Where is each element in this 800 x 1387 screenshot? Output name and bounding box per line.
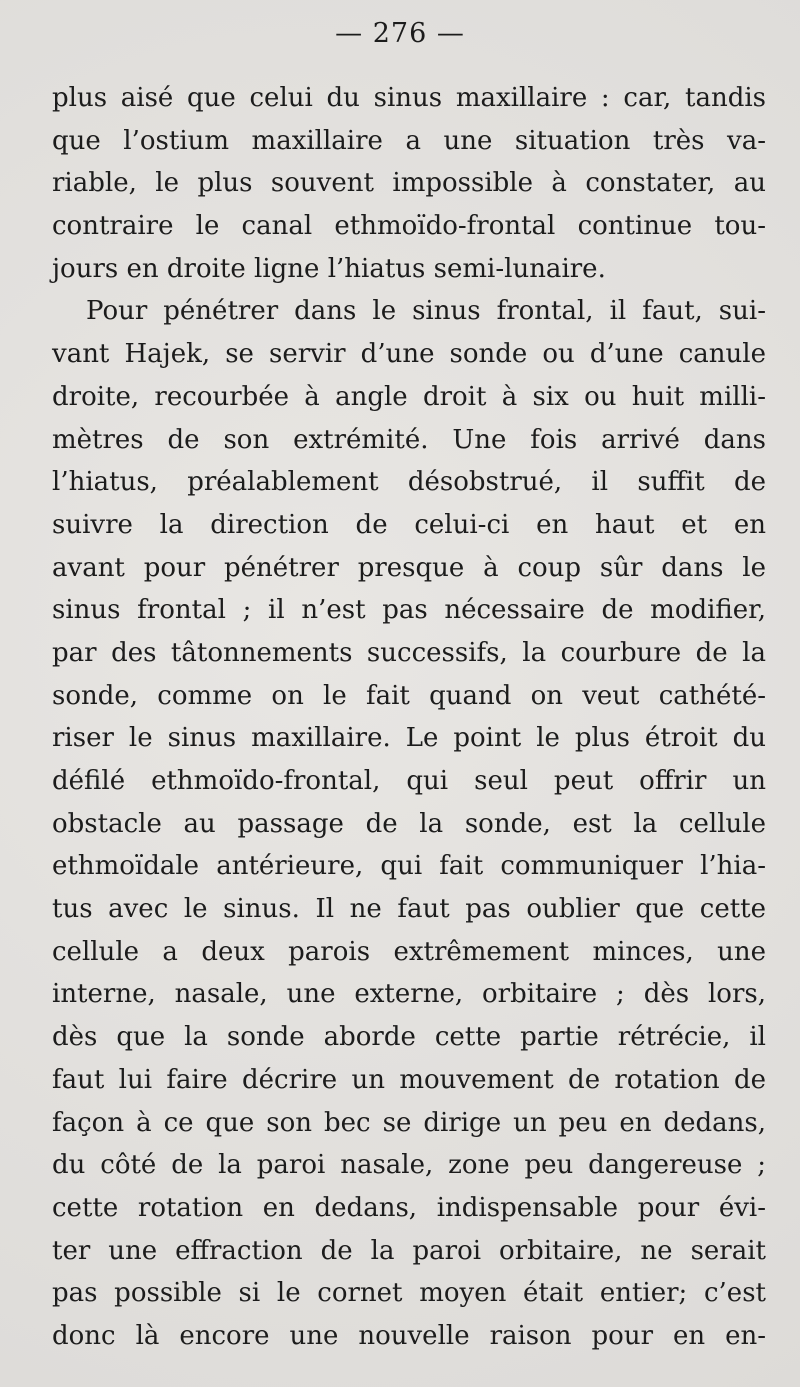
text-line: Pour pénétrer dans le sinus frontal, il faut, sui-: [86, 296, 766, 327]
text-line: façon à ce que son bec se dirige un peu en dedans,: [52, 1107, 766, 1138]
text-line: obstacle au passage de la sonde, est la cellule: [52, 808, 766, 839]
text-line: cellule a deux parois extrêmement minces, une: [52, 936, 766, 967]
body-text: [52, 77, 766, 1358]
text-line: plus aisé que celui du sinus maxillaire : car, tandis: [52, 83, 766, 113]
text-line: avant pour pénétrer presque à coup sûr dans le: [52, 552, 766, 583]
text-line: pas possible si le cornet moyen était entier; c’est: [52, 1278, 766, 1309]
text-line: riable, le plus souvent impossible à constater, au: [52, 168, 766, 199]
text-line: par des tâtonnements successifs, la courbure de la: [52, 637, 766, 668]
text-line: ethmoïdale antérieure, qui fait communiquer l’hia-: [52, 851, 766, 882]
text-line: défilé ethmoïdo-frontal, qui seul peut offrir un: [52, 766, 766, 796]
text-line: cette rotation en dedans, indispensable pour évi-: [52, 1192, 766, 1223]
text-line: vant Hajek, se servir d’une sonde ou d’une canule: [52, 339, 766, 370]
text-line: l’hiatus, préalablement désobstrué, il suffit de: [52, 467, 766, 498]
text-line: sinus frontal ; il n’est pas nécessaire de modifier,: [52, 595, 766, 626]
text-line: que l’ostium maxillaire a une situation très va-: [52, 125, 766, 156]
text-line: donc là encore une nouvelle raison pour en en-: [52, 1320, 766, 1351]
text-line: droite, recourbée à angle droit à six ou huit milli-: [52, 381, 766, 412]
text-line: faut lui faire décrire un mouvement de rotation de: [52, 1064, 766, 1095]
text-line: sonde, comme on le fait quand on veut cathété-: [52, 680, 766, 711]
text-line: contraire le canal ethmoïdo-frontal continue tou-: [52, 211, 766, 242]
text-line: mètres de son extrémité. Une fois arrivé dans: [52, 424, 766, 455]
text-line: jours en droite ligne l’hiatus semi-lunaire.: [52, 253, 606, 284]
text-line: suivre la direction de celui-ci en haut et en: [52, 509, 766, 540]
text-line: ter une effraction de la paroi orbitaire, ne serait: [52, 1235, 766, 1266]
text-line: interne, nasale, une externe, orbitaire ; dès lors,: [52, 979, 766, 1010]
page-number: — 276 —: [335, 18, 465, 49]
text-line: riser le sinus maxillaire. Le point le plus étroit du: [52, 723, 766, 754]
text-line: dès que la sonde aborde cette partie rétrécie, il: [52, 1022, 766, 1053]
text-line: tus avec le sinus. Il ne faut pas oublier que cette: [52, 894, 766, 925]
text-line: du côté de la paroi nasale, zone peu dangereuse ;: [52, 1150, 766, 1181]
